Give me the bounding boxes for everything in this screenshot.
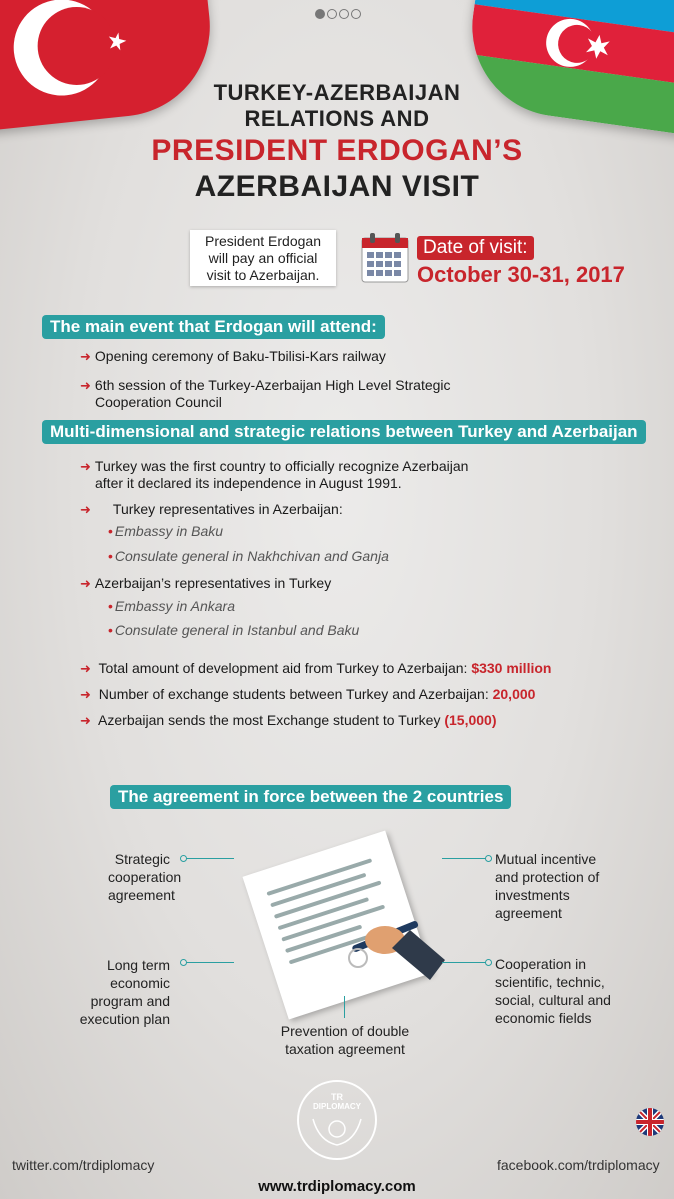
connector-line — [186, 858, 234, 859]
website-link[interactable]: www.trdiplomacy.com — [258, 1178, 416, 1195]
intro-line: President Erdogan — [205, 233, 321, 249]
tr-diplomacy-seal: TR DIPLOMACY — [297, 1080, 377, 1160]
twitter-link[interactable]: twitter.com/trdiplomacy — [12, 1157, 155, 1173]
list-item-continuation: after it declared its independence in August 1991. — [95, 475, 402, 491]
list-item-students: ➜ Number of exchange students between Turkey and Azerbaijan: 20,000 — [80, 686, 536, 702]
title-line-3: PRESIDENT ERDOGAN’S — [151, 134, 523, 167]
agreement-strategic: Strategic cooperation agreement — [108, 851, 182, 903]
arrow-icon: ➜ — [80, 661, 91, 676]
list-item-continuation: Cooperation Council — [95, 394, 222, 410]
title-line-4: AZERBAIJAN VISIT — [194, 170, 480, 203]
title-line-2: RELATIONS AND — [244, 106, 430, 131]
sub-item: • Consulate general in Istanbul and Baku — [108, 622, 360, 638]
agreement-cooperation: Cooperation in scientific, technic, social, cultural and economic fields — [495, 956, 611, 1026]
calendar-icon — [360, 232, 410, 284]
connector-dot — [485, 855, 492, 862]
list-item: ➜ Turkey representatives in Azerbaijan: — [80, 501, 343, 517]
connector-dot — [485, 959, 492, 966]
section-heading-relations: Multi-dimensional and strategic relations between Turkey and Azerbaijan — [42, 420, 646, 444]
visit-date: October 30-31, 2017 — [417, 262, 625, 287]
aid-value: $330 million — [471, 660, 552, 676]
sub-item: • Consulate general in Nakhchivan and Ganja — [108, 548, 389, 564]
sub-item: • Embassy in Ankara — [108, 598, 235, 614]
laurel-icon — [299, 1111, 375, 1151]
list-item-most-students: ➜ Azerbaijan sends the most Exchange student to Turkey (15,000) — [80, 712, 497, 728]
connector-dot — [180, 959, 187, 966]
page-dot[interactable] — [327, 9, 337, 19]
students-value: 20,000 — [492, 686, 536, 702]
intro-line: visit to Azerbaijan. — [206, 267, 320, 283]
section-heading-main-event: The main event that Erdogan will attend: — [42, 315, 385, 339]
connector-line — [442, 858, 486, 859]
arrow-icon: ➜ — [80, 713, 91, 728]
page-dot[interactable] — [315, 9, 325, 19]
agreement-mutual: Mutual incentive and protection of investments agreement — [495, 851, 600, 921]
connector-line — [442, 962, 486, 963]
intro-box — [190, 230, 336, 286]
intro-line: will pay an official — [208, 250, 318, 266]
agreement-taxation: Prevention of double taxation agreement — [280, 1023, 410, 1057]
arrow-icon: ➜ — [80, 502, 91, 517]
sub-item: • Embassy in Baku — [108, 523, 224, 539]
hand-pen-icon — [330, 900, 450, 1010]
date-label: Date of visit: — [417, 236, 534, 260]
facebook-link[interactable]: facebook.com/trdiplomacy — [497, 1157, 660, 1173]
uk-flag-icon[interactable] — [636, 1108, 664, 1136]
arrow-icon: ➜ — [80, 378, 91, 393]
list-item: ➜ Opening ceremony of Baku-Tbilisi-Kars railway — [80, 348, 386, 364]
page-dot[interactable] — [351, 9, 361, 19]
section-heading-agreements: The agreement in force between the 2 countries — [110, 785, 511, 809]
connector-dot — [180, 855, 187, 862]
agreement-longterm: Long term economic program and execution plan — [79, 957, 170, 1027]
page-indicator[interactable] — [314, 6, 362, 24]
list-item: ➜ Azerbaijan’s representatives in Turkey — [80, 575, 332, 591]
connector-line — [186, 962, 234, 963]
connector-line — [344, 996, 345, 1018]
page-dot[interactable] — [339, 9, 349, 19]
arrow-icon: ➜ — [80, 576, 91, 591]
title-line-1: TURKEY-AZERBAIJAN — [213, 80, 461, 105]
list-item-aid: ➜ Total amount of development aid from Turkey to Azerbaijan: $330 million — [80, 660, 552, 676]
most-value: (15,000) — [444, 712, 497, 728]
arrow-icon: ➜ — [80, 687, 91, 702]
arrow-icon: ➜ — [80, 349, 91, 364]
list-item: ➜ Turkey was the first country to officially recognize Azerbaijan — [80, 458, 469, 474]
list-item: ➜ 6th session of the Turkey-Azerbaijan High Level Strategic — [80, 377, 451, 393]
arrow-icon: ➜ — [80, 459, 91, 474]
